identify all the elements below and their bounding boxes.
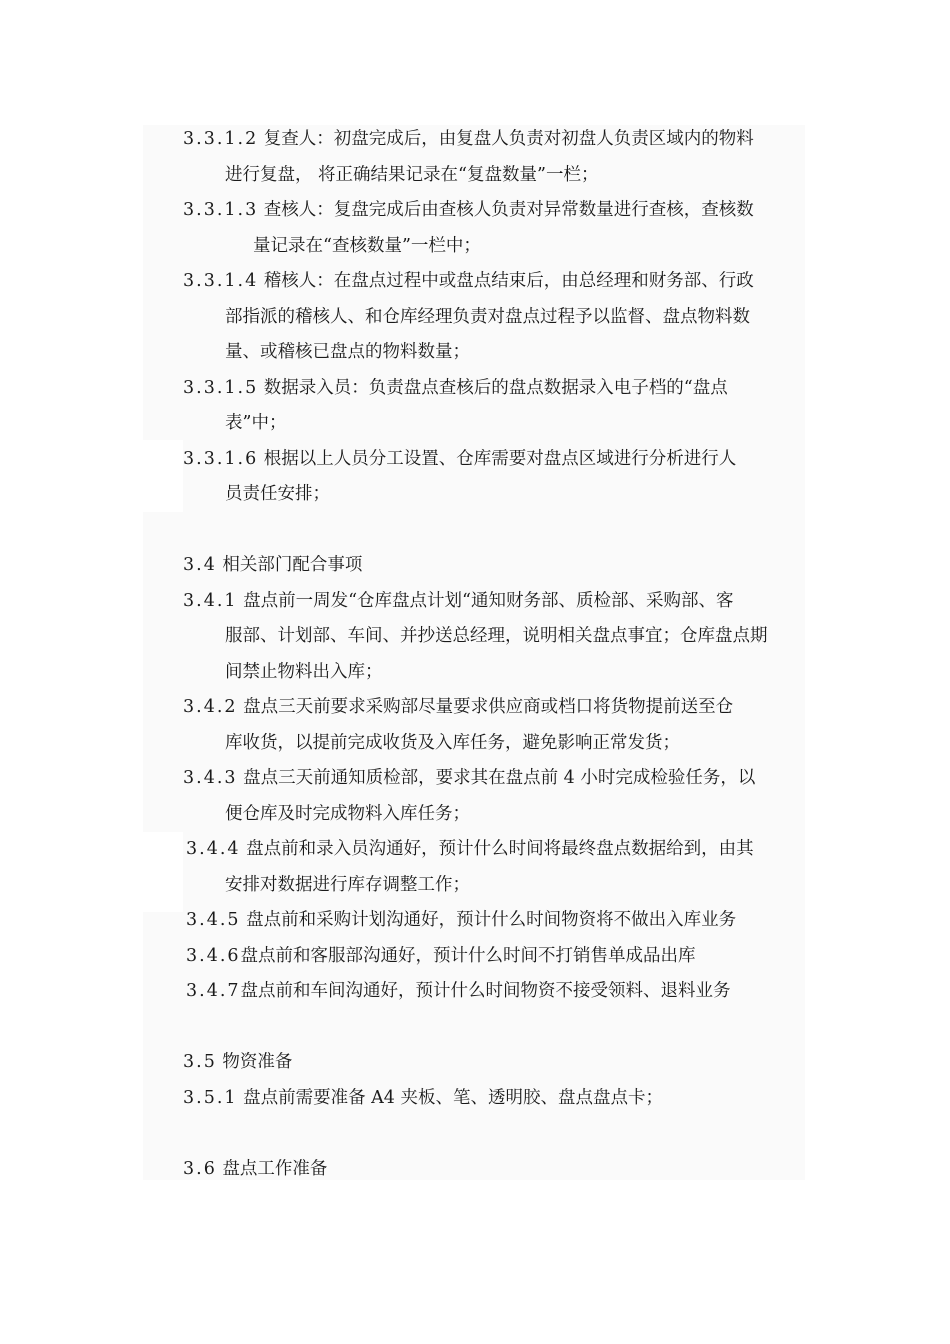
paragraph-text: 相关部门配合事项: [216, 555, 363, 575]
numbered-paragraph: [183, 1081, 808, 1117]
numbered-paragraph: [183, 193, 808, 229]
numbered-paragraph: [183, 442, 808, 478]
continuation-line: 库收货，以提前完成收货及入库任务，避免影响正常发货；: [225, 732, 680, 753]
continuation-line: 表”中；: [225, 413, 287, 433]
numbered-paragraph: [183, 1045, 808, 1081]
section-number: 3.3.1.2: [183, 129, 259, 149]
page-margin-gap: [143, 832, 183, 912]
numbered-paragraph: [183, 122, 808, 158]
section-number: 3.3.1.3: [183, 200, 259, 220]
paragraph-text: 物资准备: [216, 1052, 293, 1072]
section-number: 3.4.7: [186, 981, 241, 1001]
section-number: 3.3.1.5: [183, 377, 259, 398]
paragraph-text: 盘点前和采购计划沟通好，预计什么时间物资将不做出入库业务: [240, 910, 737, 930]
paragraph-text: 数据录入员：负责盘点查核后的盘点数据录入电子档的“盘点: [258, 377, 728, 398]
section-number: 3.4.1: [183, 590, 238, 611]
numbered-paragraph: [183, 371, 808, 407]
continuation-line: 安排对数据进行库存调整工作；: [225, 874, 470, 895]
numbered-paragraph: [183, 974, 808, 1010]
continuation-line: 部指派的稽核人、和仓库经理负责对盘点过程予以监督、盘点物料数: [225, 306, 750, 327]
section-number: 3.5: [183, 1052, 217, 1072]
numbered-paragraph: [183, 1152, 808, 1188]
section-number: 3.4.6: [186, 945, 241, 966]
paragraph-text: 盘点前和客服部沟通好，预计什么时间不打销售单成品出库: [240, 945, 696, 966]
page-margin-gap: [143, 440, 183, 512]
paragraph-text: 盘点前和录入员沟通好，预计什么时间将最终盘点数据给到，由其: [240, 839, 754, 859]
section-number: 3.4: [183, 555, 217, 575]
document-body: [183, 122, 808, 1187]
paragraph-text: 盘点前一周发“仓库盘点计划“通知财务部、质检部、采购部、客: [237, 590, 734, 611]
paragraph-text: 盘点前需要准备 A4 夹板、笔、透明胶、盘点盘点卡；: [237, 1087, 663, 1108]
section-number: 3.4.5: [186, 910, 241, 930]
continuation-line: 服部、计划部、车间、并抄送总经理，说明相关盘点事宜；仓库盘点期: [225, 626, 768, 646]
numbered-paragraph: [183, 761, 808, 797]
numbered-paragraph: [183, 832, 808, 868]
section-number: 3.6: [183, 1158, 217, 1179]
paragraph-text: 盘点三天前要求采购部尽量要求供应商或档口将货物提前送至仓: [237, 697, 734, 717]
section-number: 3.5.1: [183, 1087, 238, 1108]
paragraph-text: 盘点三天前通知质检部，要求其在盘点前 4 小时完成检验任务，以: [237, 768, 756, 788]
continuation-line: 员责任安排；: [225, 484, 330, 504]
numbered-paragraph: [183, 903, 808, 939]
paragraph-text: 查核人：复盘完成后由查核人负责对异常数量进行查核，查核数: [258, 200, 754, 220]
numbered-paragraph: [183, 264, 808, 300]
paragraph-text: 复查人：初盘完成后，由复盘人负责对初盘人负责区域内的物料: [258, 129, 754, 149]
numbered-paragraph: [183, 939, 808, 975]
blank-line: [183, 513, 808, 549]
blank-line: [183, 1116, 808, 1152]
continuation-line: 量记录在“查核数量”一栏中；: [253, 235, 481, 256]
paragraph-text: 稽核人：在盘点过程中或盘点结束后，由总经理和财务部、行政: [258, 271, 754, 291]
continuation-line: 便仓库及时完成物料入库任务；: [225, 803, 470, 824]
section-number: 3.3.1.6: [183, 448, 259, 469]
section-number: 3.3.1.4: [183, 271, 259, 291]
section-number: 3.4.2: [183, 697, 238, 717]
numbered-paragraph: [183, 548, 808, 584]
paragraph-text: 根据以上人员分工设置、仓库需要对盘点区域进行分析进行人: [258, 448, 737, 469]
section-number: 3.4.4: [186, 839, 241, 859]
section-number: 3.4.3: [183, 768, 238, 788]
numbered-paragraph: [183, 584, 808, 620]
paragraph-text: 盘点前和车间沟通好，预计什么时间物资不接受领料、退料业务: [240, 981, 731, 1001]
numbered-paragraph: [183, 690, 808, 726]
paragraph-text: 盘点工作准备: [216, 1158, 328, 1179]
continuation-line: 进行复盘， 将正确结果记录在“复盘数量”一栏；: [225, 164, 599, 185]
continuation-line: 量、或稽核已盘点的物料数量；: [225, 342, 470, 362]
continuation-line: 间禁止物料出入库；: [225, 661, 383, 682]
blank-line: [183, 1010, 808, 1046]
